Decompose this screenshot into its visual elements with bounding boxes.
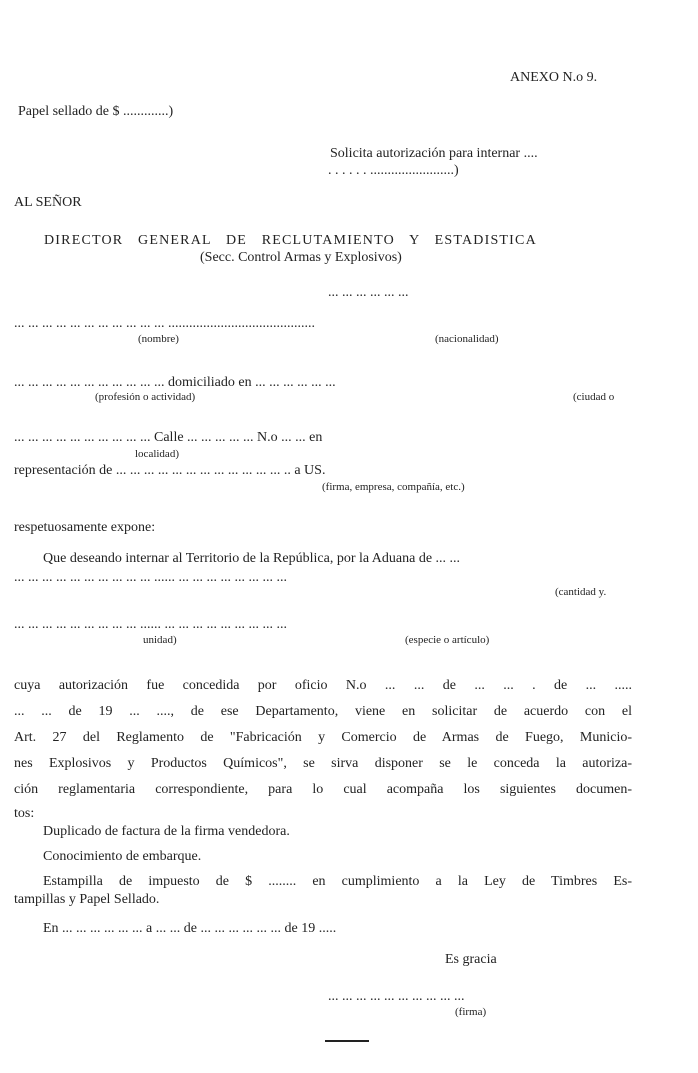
body-line: cuya autorización fue concedida por oficio N.o ... ... de ... ... . de ... ..... [14,678,632,693]
subject-line-1: Solicita autorización para internar .... [330,146,538,161]
subject-line-2: . . . . . . ........................) [328,163,459,178]
expone-text: respetuosamente expone: [14,520,156,535]
body-line: nes Explosivos y Productos Químicos", se sirva disponer se le conceda la autoriza- [14,756,632,771]
addressee-title: DIRECTOR GENERAL DE RECLUTAMIENTO Y ESTADISTICA [44,233,537,248]
representation-line: representación de ... ... ... ... ... ... ... ... ... ... ... ... .. a US. [14,463,326,478]
label-nationality: (nacionalidad) [435,333,499,345]
place-date-line: En ... ... ... ... ... ... a ... ... de ... ... ... ... ... ... de 19 ..... [43,921,337,936]
name-line: ... ... ... ... ... ... ... ... ... ... ... .......................................... [14,316,315,331]
annex-number: ANEXO N.o 9. [510,70,598,85]
closing-text: Es gracia [445,952,497,967]
signature-dots: ... ... ... ... ... ... ... ... ... ... [328,989,465,1004]
signature-label: (firma) [455,1006,487,1018]
label-quantity: (cantidad y. [555,586,607,598]
label-unit: unidad) [143,634,177,646]
body-line: ... ... de 19 ... ...., de ese Departamento, viene en solicitar de acuerdo con el [14,704,632,719]
label-name: (nombre) [138,333,179,345]
divider-rule [325,1040,369,1042]
document-item-cont: tampillas y Papel Sellado. [14,892,160,907]
quantity-dots-line: ... ... ... ... ... ... ... ... ... ... ...... ... ... ... ... ... ... ... ... [14,570,287,585]
body-line: Art. 27 del Reglamento de "Fabricación y Comercio de Armas de Fuego, Municio- [14,730,632,745]
body-line-last: tos: [14,806,35,821]
label-city: (ciudad o [573,391,615,403]
salutation: AL SEÑOR [14,195,82,210]
document-item: Estampilla de impuesto de $ ........ en cumplimiento a la Ley de Timbres Es- [43,874,632,889]
label-firm: (firma, empresa, compañía, etc.) [322,481,465,493]
profession-line: ... ... ... ... ... ... ... ... ... ... ... domiciliado en ... ... ... ... ... ... [14,375,336,390]
dots-line: ... ... ... ... ... ... [328,285,409,300]
document-item: Conocimiento de embarque. [43,849,202,864]
stamp-paper-field: Papel sellado de $ .............) [18,104,174,119]
document-item: Duplicado de factura de la firma vendedora. [43,824,290,839]
label-species: (especie o artículo) [405,634,490,646]
body-line: ción reglamentaria correspondiente, para lo cual acompaña los siguientes documen- [14,782,632,797]
addressee-subtitle: (Secc. Control Armas y Explosivos) [200,250,402,265]
que-line: Que deseando internar al Territorio de la República, por la Aduana de ... ... [43,551,461,566]
unit-dots-line: ... ... ... ... ... ... ... ... ... ...... ... ... ... ... ... ... ... ... ... [14,617,287,632]
label-locality: localidad) [135,448,179,460]
street-line: ... ... ... ... ... ... ... ... ... ... Calle ... ... ... ... ... N.o ... ... en [14,430,323,445]
label-profession: (profesión o actividad) [95,391,196,403]
